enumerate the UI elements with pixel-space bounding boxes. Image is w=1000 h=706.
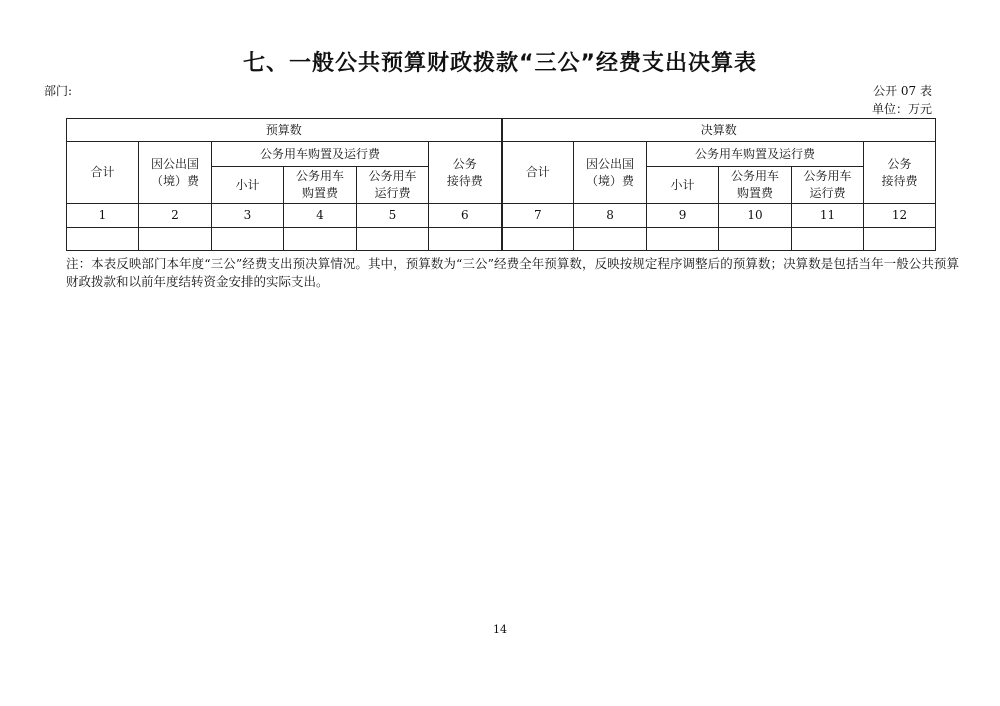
three-public-expenses-table: [66, 118, 936, 251]
data-cell: [792, 228, 864, 251]
vehicle-purchase-line2: 购置费: [737, 186, 774, 200]
column-number: 11: [792, 204, 864, 228]
reception-header-line2: 接待费: [881, 173, 918, 188]
column-number: 7: [502, 204, 574, 228]
department-label: 部门:: [44, 84, 73, 98]
vehicle-operation-line2: 运行费: [809, 186, 846, 200]
budget-subtotal-header: 小计: [212, 167, 284, 204]
column-number: 8: [574, 204, 647, 228]
budget-reception-header: [429, 142, 502, 204]
page-title: 七、一般公共预算财政拨款“三公”经费支出决算表: [243, 51, 757, 76]
final-abroad-header: [574, 142, 647, 204]
page-number: 14: [493, 623, 507, 636]
data-cell: [719, 228, 792, 251]
final-total-header: 合计: [502, 142, 574, 204]
data-cell: [67, 228, 139, 251]
column-number: 5: [357, 204, 429, 228]
column-number: 12: [864, 204, 936, 228]
column-number: 4: [284, 204, 357, 228]
abroad-header-line1: 因公出国: [586, 156, 635, 171]
vehicle-purchase-line1: 公务用车: [731, 169, 780, 183]
abroad-header-line2: （境）费: [586, 173, 635, 188]
final-vehicle-purchase-header: [719, 167, 792, 204]
column-number: 9: [647, 204, 719, 228]
vehicle-purchase-line2: 购置费: [301, 186, 338, 200]
vehicle-purchase-line1: 公务用车: [295, 169, 344, 183]
budget-vehicle-group-header: 公务用车购置及运行费: [212, 142, 429, 167]
budget-group-header: 预算数: [67, 119, 502, 142]
abroad-header-line2: （境）费: [150, 173, 199, 188]
data-cell: [357, 228, 429, 251]
data-cell: [574, 228, 647, 251]
unit-label: 单位：万元: [871, 102, 932, 116]
data-cell: [502, 228, 574, 251]
final-vehicle-group-header: 公务用车购置及运行费: [647, 142, 864, 167]
vehicle-operation-line1: 公务用车: [803, 169, 852, 183]
column-number: 10: [719, 204, 792, 228]
column-number: 1: [67, 204, 139, 228]
column-number: 6: [429, 204, 502, 228]
final-vehicle-operation-header: [792, 167, 864, 204]
column-number-row: [67, 204, 936, 228]
reception-header-line2: 接待费: [446, 173, 483, 188]
table-note: 注：本表反映部门本年度“三公”经费支出预决算情况。其中，预算数为“三公”经费全年预算数，反映按规定程序调整后的预算数；决算数是包括当年一般公共预算财政拨款和以前年度结转资金安排的实际支出。: [66, 256, 959, 289]
budget-vehicle-operation-header: [357, 167, 429, 204]
reception-header-line1: 公务: [452, 156, 477, 171]
abroad-header-line1: 因公出国: [150, 156, 199, 171]
data-cell: [139, 228, 212, 251]
final-subtotal-header: 小计: [647, 167, 719, 204]
budget-vehicle-purchase-header: [284, 167, 357, 204]
data-cell: [429, 228, 502, 251]
vehicle-operation-line2: 运行费: [374, 186, 411, 200]
reception-header-line1: 公务: [887, 156, 912, 171]
data-cell: [864, 228, 936, 251]
column-number: 2: [139, 204, 212, 228]
data-cell: [284, 228, 357, 251]
budget-abroad-header: [139, 142, 212, 204]
data-cell: [212, 228, 284, 251]
final-group-header: 决算数: [502, 119, 936, 142]
form-number: 公开 07 表: [873, 84, 932, 98]
data-cell: [647, 228, 719, 251]
final-reception-header: [864, 142, 936, 204]
budget-total-header: 合计: [67, 142, 139, 204]
column-number: 3: [212, 204, 284, 228]
vehicle-operation-line1: 公务用车: [368, 169, 417, 183]
data-row: [67, 228, 936, 251]
